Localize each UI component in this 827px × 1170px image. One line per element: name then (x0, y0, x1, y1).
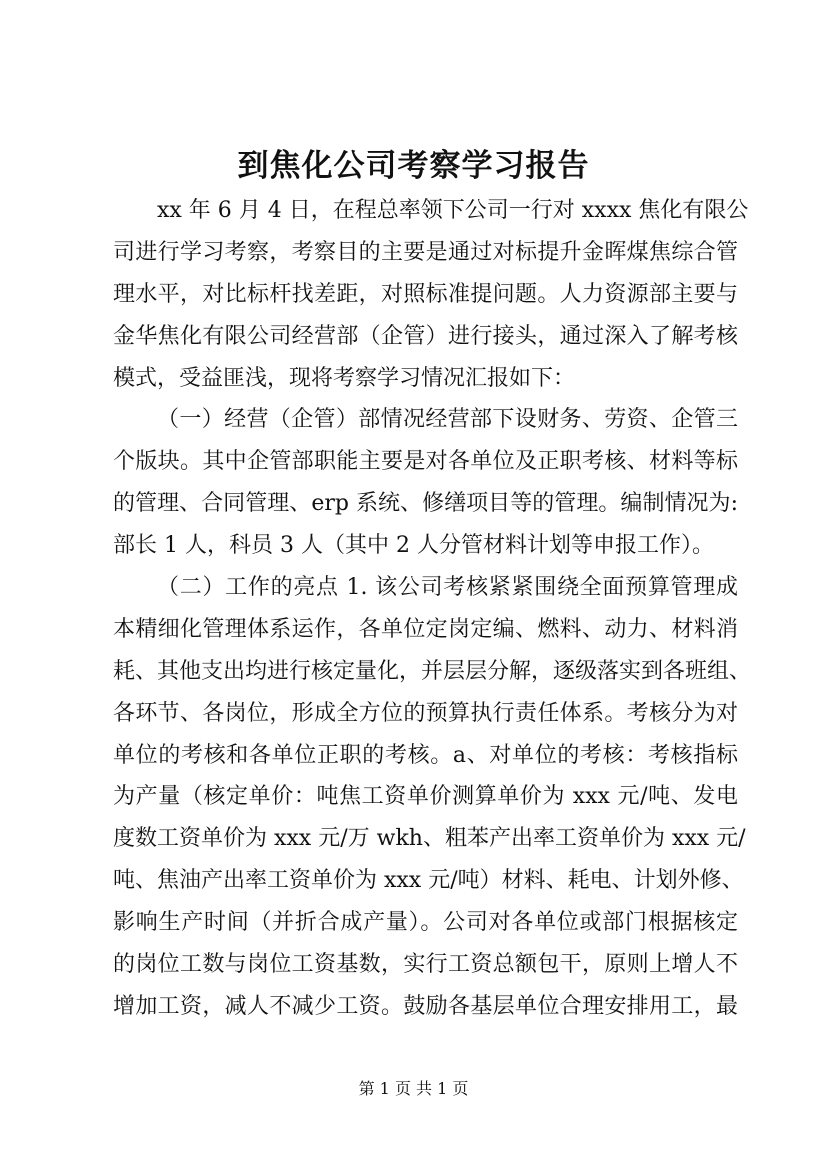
text-line: 度数工资单价为 xxx 元/万 wkh、粗苯产出率工资单价为 xxx 元/ (113, 826, 746, 852)
text-line: 部长 1 人，科员 3 人（其中 2 人分管材料计划等申报工作）。 (113, 533, 714, 559)
text-line: 影响生产时间（并折合成产量）。公司对各单位或部门根据核定 (113, 910, 738, 936)
text-line: 吨、焦油产出率工资单价为 xxx 元/吨）材料、耗电、计划外修、 (113, 868, 744, 894)
text-line: 单位的考核和各单位正职的考核。a、对单位的考核：考核指标 (113, 742, 738, 768)
text-line: 司进行学习考察，考察目的主要是通过对标提升金晖煤焦综合管 (113, 239, 738, 265)
document-title: 到焦化公司考察学习报告 (237, 148, 590, 184)
document-body (113, 190, 752, 1028)
page-footer: 第 1 页 共 1 页 (358, 1079, 469, 1098)
text-line: 本精细化管理体系运作，各单位定岗定编、燃料、动力、材料消 (113, 616, 738, 642)
text-line: 各环节、各岗位，形成全方位的预算执行责任体系。考核分为对 (113, 700, 738, 726)
text-line: 模式，受益匪浅，现将考察学习情况汇报如下： (113, 365, 576, 391)
text-line: 耗、其他支出均进行核定量化，并层层分解，逐级落实到各班组、 (113, 658, 752, 684)
text-line: 增加工资，减人不减少工资。鼓励各基层单位合理安排用工，最 (113, 993, 738, 1019)
text-line: 个版块。其中企管部职能主要是对各单位及正职考核、材料等标 (113, 449, 738, 475)
text-line: xx 年 6 月 4 日，在程总率领下公司一行对 xxxx 焦化有限公 (157, 198, 749, 223)
text-line: （一）经营（企管）部情况经营部下设财务、劳资、企管三 (157, 407, 738, 433)
text-line: 为产量（核定单价：吨焦工资单价测算单价为 xxx 元/吨、发电 (113, 784, 738, 810)
text-line: （二）工作的亮点 1. 该公司考核紧紧围绕全面预算管理成 (157, 575, 738, 601)
text-line: 金华焦化有限公司经营部（企管）进行接头，通过深入了解考核 (113, 323, 738, 349)
text-line: 的管理、合同管理、erp 系统、修缮项目等的管理。编制情况为: (113, 491, 738, 517)
text-line: 理水平，对比标杆找差距，对照标准提问题。人力资源部主要与 (113, 281, 738, 307)
text-line: 的岗位工数与岗位工资基数，实行工资总额包干，原则上增人不 (113, 952, 738, 978)
